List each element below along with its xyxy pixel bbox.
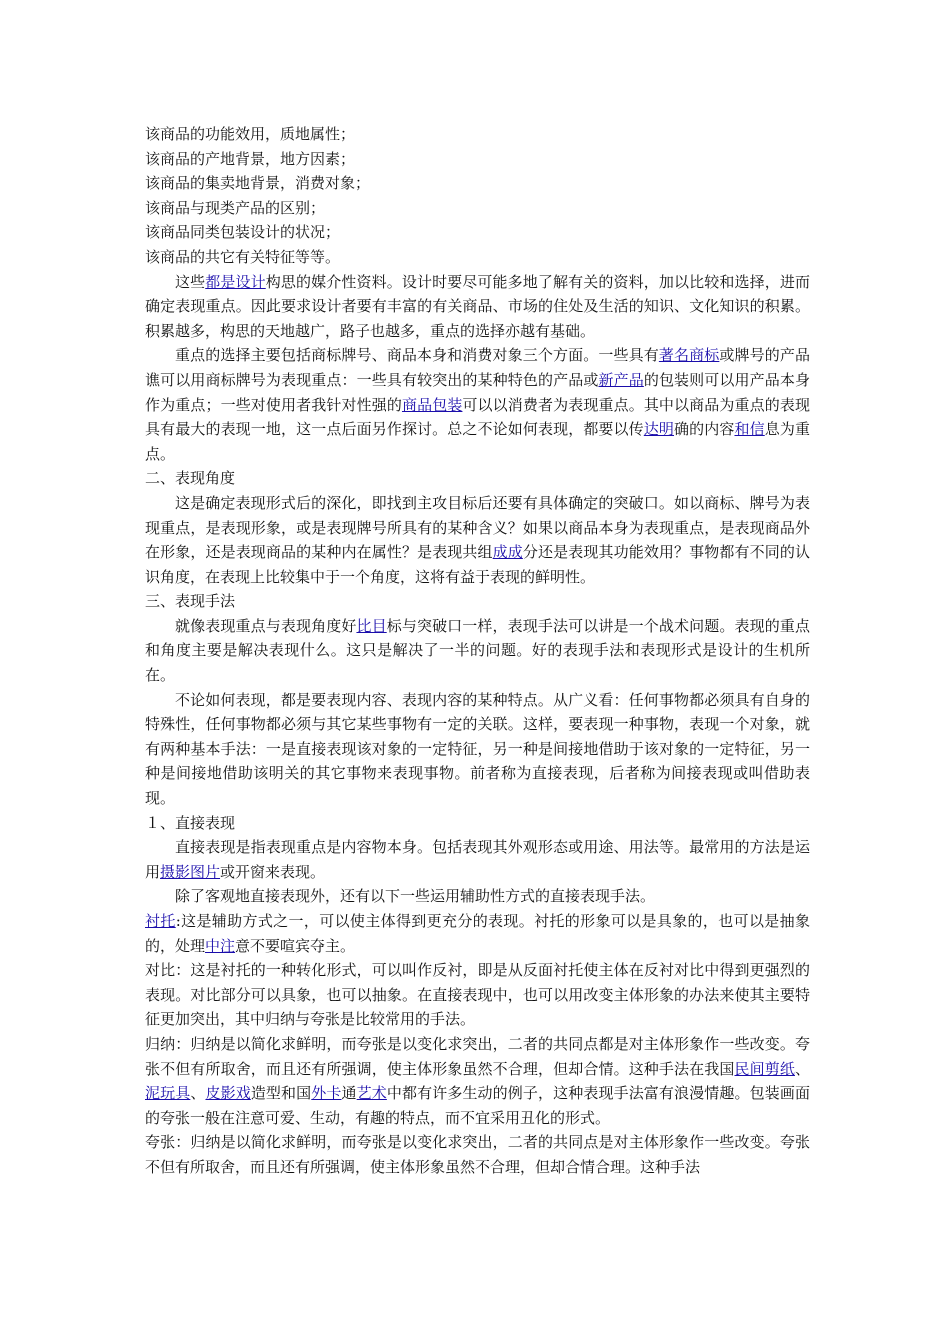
link-hexin[interactable]: 和信 [734, 420, 765, 439]
link-product-packaging[interactable]: 商品包装 [401, 395, 463, 414]
link-design[interactable]: 都是设计 [205, 272, 266, 291]
paragraph-direct-expression: 直接表现是指表现重点是内容物本身。包括表现其外观形态或用途、用法等。最常用的方法是运用摄影图片或开窗来表现。 [145, 838, 810, 881]
section-heading-technique: 三、表现手法 [145, 592, 236, 611]
link-art[interactable]: 艺术 [356, 1084, 387, 1103]
link-waika[interactable]: 外卡 [311, 1084, 342, 1103]
document-body [145, 122, 810, 1180]
paragraph-comparison: 对比：这是衬托的一种转化形式，可以叫作反衬，即是从反面衬托使主体在反衬对比中得到更强烈的表现。对比部分可以具象，也可以抽象。在直接表现中，也可以用改变主体形象的办法来使其主要特征更加突出，其中归纳与夸张是比较常用的手法。 [145, 961, 810, 1029]
paragraph-technique-intro: 就像表现重点与表现角度好比目标与突破口一样，表现手法可以讲是一个战术问题。表现的重点和角度主要是解决表现什么。这只是解决了一半的问题。好的表现手法和表现形式是设计的生机所在。 [145, 616, 810, 685]
paragraph-angle: 这是确定表现形式后的深化，即找到主攻目标后还要有具体确定的突破口。如以商标、牌号为表现重点，是表现形象，或是表现牌号所具有的某种含义？如果以商品本身为表现重点，是表现商品外在形象，还是表现商品的某种内在属性？是表现共组成成分还是表现其功能效用？事物都有不同的认识角度，在表现上比较集中于一个角度，这将有益于表现的鲜明性。 [145, 493, 810, 586]
list-item: 该商品与现类产品的区别； [145, 198, 326, 217]
link-daming[interactable]: 达明 [643, 420, 675, 439]
link-chengcheng[interactable]: 成成 [492, 543, 523, 562]
list-item: 该商品的共它有关特征等等。 [145, 247, 341, 266]
paragraph-induction: 归纳：归纳是以简化求鲜明，而夸张是以变化求突出，二者的共同点都是对主体形象作一些改变。夸张不但有所取舍，而且还有所强调，使主体形象虽然不合理，但却合情。这种手法在我国民间剪纸、泥玩具、皮影戏造型和国外卡通艺术中都有许多生动的例子，这种表现手法富有浪漫情趣。包装画面的夸张一般在注意可爱、生动，有趣的特点，而不宜采用丑化的形式。 [145, 1034, 810, 1127]
feature-list [145, 122, 810, 270]
paragraph-exaggeration: 夸张：归纳是以简化求鲜明，而夸张是以变化求突出，二者的共同点是对主体形象作一些改变。夸张不但有所取舍，而且还有所强调，使主体形象虽然不合理，但却合情合理。这种手法 [145, 1133, 810, 1176]
paragraph-design-materials: 这些都是设计构思的媒介性资料。设计时要尽可能多地了解有关的资料，加以比较和选择，进而确定表现重点。因此要求设计者要有丰富的有关商品、市场的住处及生活的知识、文化知识的积累。积累越多，构思的天地越广，路子也越多，重点的选择亦越有基础。 [145, 272, 810, 340]
link-shadow-play[interactable]: 皮影戏 [205, 1084, 251, 1103]
list-item: 该商品的功能效用，质地属性； [145, 125, 356, 143]
section-heading-angle: 二、表现角度 [145, 469, 236, 488]
link-new-product[interactable]: 新产品 [598, 370, 644, 389]
paragraph-two-methods: 不论如何表现，都是要表现内容、表现内容的某种特点。从广义看：任何事物都必须具有自身的特殊性，任何事物都必须与其它某些事物有一定的关联。这样，要表现一种事物，表现一个对象，就有两种基本手法：一是直接表现该对象的一定特征，另一种是间接地借助于该对象的一定特征，另一种是间接地借助该明关的其它事物来表现事物。前者称为直接表现，后者称为间接表现或叫借助表现。 [145, 690, 810, 808]
paragraph-focus-selection: 重点的选择主要包括商标牌号、商品本身和消费对象三个方面。一些具有著名商标或牌号的产品谯可以用商标牌号为表现重点：一些具有较突出的某种特色的产品或新产品的包装则可以用产品本身作为重点；一些对使用者我针对性强的商品包装可以以消费者为表现重点。其中以商品为重点的表现具有最大的表现一地，这一点后面另作探讨。总之不论如何表现，都要以传达明确的内容和信息为重点。 [145, 346, 810, 463]
link-photography[interactable]: 摄影图片 [160, 862, 221, 881]
subsection-heading-direct: １、直接表现 [145, 813, 236, 832]
link-famous-brand[interactable]: 著名商标 [658, 346, 720, 365]
link-bimu[interactable]: 比目 [356, 616, 387, 635]
link-clay-toys[interactable]: 泥玩具 [145, 1084, 191, 1103]
link-chentuo[interactable]: 衬托 [145, 912, 176, 930]
paragraph-contrast-setting: 衬托:这是辅助方式之一，可以使主体得到更充分的表现。衬托的形象可以是具象的，也可以是抽象的，处理中注意不要喧宾夺主。 [145, 912, 810, 955]
list-item: 该商品的集卖地背景，消费对象； [145, 174, 371, 193]
list-item: 该商品同类包装设计的状况； [145, 223, 341, 242]
link-zhongzhu[interactable]: 中注 [205, 936, 236, 955]
paragraph-auxiliary: 除了客观地直接表现外，还有以下一些运用辅助性方式的直接表现手法。 [175, 887, 656, 906]
link-paper-cutting[interactable]: 民间剪纸 [734, 1059, 795, 1078]
list-item: 该商品的产地背景，地方因素； [145, 149, 356, 168]
